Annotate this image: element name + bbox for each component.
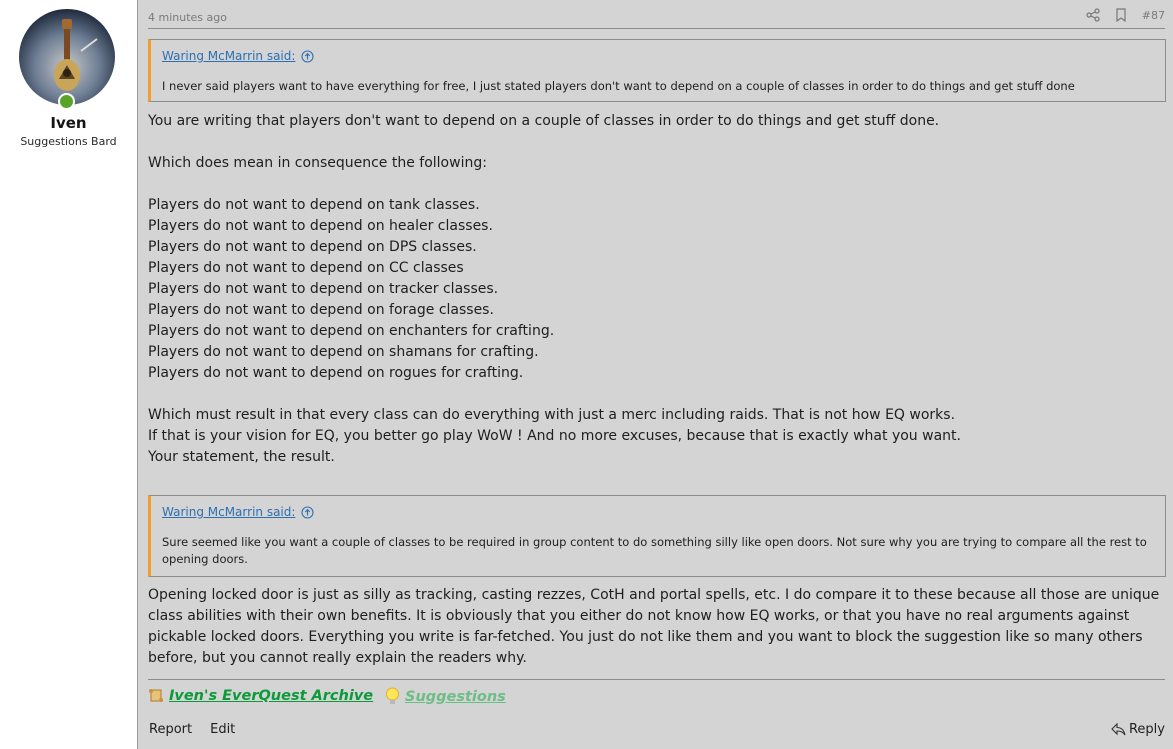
- post-line: Players do not want to depend on tank classes.: [148, 197, 480, 213]
- signature-link-label[interactable]: Iven's EverQuest Archive: [169, 687, 374, 704]
- signature-link-suggestions[interactable]: [384, 687, 506, 706]
- reply-label[interactable]: Reply: [1128, 722, 1165, 737]
- header-divider: [148, 28, 1165, 29]
- post-line: Players do not want to depend on rogues for crafting.: [148, 365, 524, 381]
- post-blank-line: [148, 132, 1165, 153]
- quote-author-link[interactable]: Waring McMarrin said:: [162, 505, 296, 519]
- username[interactable]: Iven: [50, 114, 87, 132]
- post-line: Players do not want to depend on forage classes.: [148, 302, 494, 318]
- quote-header: [162, 49, 314, 63]
- post-paragraph: Opening locked door is just as silly as tracking, casting rezzes, CotH and portal spells, etc. I do compare it to these because all those are unique class abilities with their own benefits. It is obviously that you either do not know how EQ works, or that you have no real arguments against pickable locked doors. Everything you write is far-fetched. You just do not like them and you want to block the suggestion like so many others before, but you cannot really explain the readers why.: [148, 587, 1160, 666]
- post-body-1: [148, 111, 1165, 468]
- report-button[interactable]: Report: [149, 722, 193, 737]
- post-line: Players do not want to depend on shamans for crafting.: [148, 344, 539, 360]
- user-sidebar: [0, 0, 138, 749]
- online-status-icon: [58, 93, 75, 110]
- quote-header: [162, 505, 314, 519]
- post-main: [138, 0, 1173, 749]
- post-line: If that is your vision for EQ, you better go play WoW ! And no more excuses, because that is exactly what you want.: [148, 428, 961, 444]
- reply-button[interactable]: [1111, 722, 1165, 737]
- post-line: Which must result in that every class can do everything with just a merc including raids. That is not how EQ works.: [148, 407, 956, 423]
- post-body-2: [148, 585, 1165, 669]
- quote-text: Sure seemed like you want a couple of classes to be required in group content to do something silly like open doors. Not sure why you are trying to compare all the rest to opening doors.: [162, 535, 1147, 566]
- user-title: Suggestions Bard: [20, 135, 117, 148]
- post-line: Which does mean in consequence the following:: [148, 155, 487, 171]
- post-blank-line: [148, 384, 1165, 405]
- quote-block-1: [148, 39, 1166, 102]
- post-line: Players do not want to depend on DPS classes.: [148, 239, 477, 255]
- post-header-actions: [1086, 8, 1165, 22]
- quote-author-link[interactable]: Waring McMarrin said:: [162, 49, 296, 63]
- reply-icon: [1111, 723, 1126, 736]
- avatar-image: [19, 9, 115, 105]
- arrow-up-circle-icon[interactable]: [301, 506, 314, 519]
- post-line: Players do not want to depend on enchanters for crafting.: [148, 323, 555, 339]
- post-line: Players do not want to depend on CC classes: [148, 260, 464, 276]
- quote-text: I never said players want to have everything for free, I just stated players don't want to depend on a couple of classes in order to do things and get stuff done: [162, 79, 1075, 93]
- post-blank-line: [148, 174, 1165, 195]
- arrow-up-circle-icon[interactable]: [301, 50, 314, 63]
- post-timestamp[interactable]: 4 minutes ago: [148, 11, 227, 24]
- share-icon[interactable]: [1086, 8, 1100, 22]
- quote-block-2: [148, 495, 1166, 577]
- bookmark-icon[interactable]: [1114, 8, 1128, 22]
- signature-link-archive[interactable]: [148, 687, 373, 704]
- signature-divider: [148, 679, 1165, 680]
- post-footer-actions: [149, 722, 235, 737]
- user-avatar[interactable]: [19, 9, 115, 105]
- post-line: Your statement, the result.: [148, 449, 335, 465]
- post-line: Players do not want to depend on healer classes.: [148, 218, 493, 234]
- post-line: Players do not want to depend on tracker classes.: [148, 281, 499, 297]
- edit-button[interactable]: Edit: [210, 722, 236, 737]
- lightbulb-icon: [384, 687, 401, 706]
- post-line: You are writing that players don't want to depend on a couple of classes in order to do things and get stuff done.: [148, 113, 940, 129]
- scroll-icon: [148, 687, 165, 704]
- post-number[interactable]: #87: [1141, 8, 1165, 22]
- signature-link-label[interactable]: Suggestions: [405, 688, 506, 705]
